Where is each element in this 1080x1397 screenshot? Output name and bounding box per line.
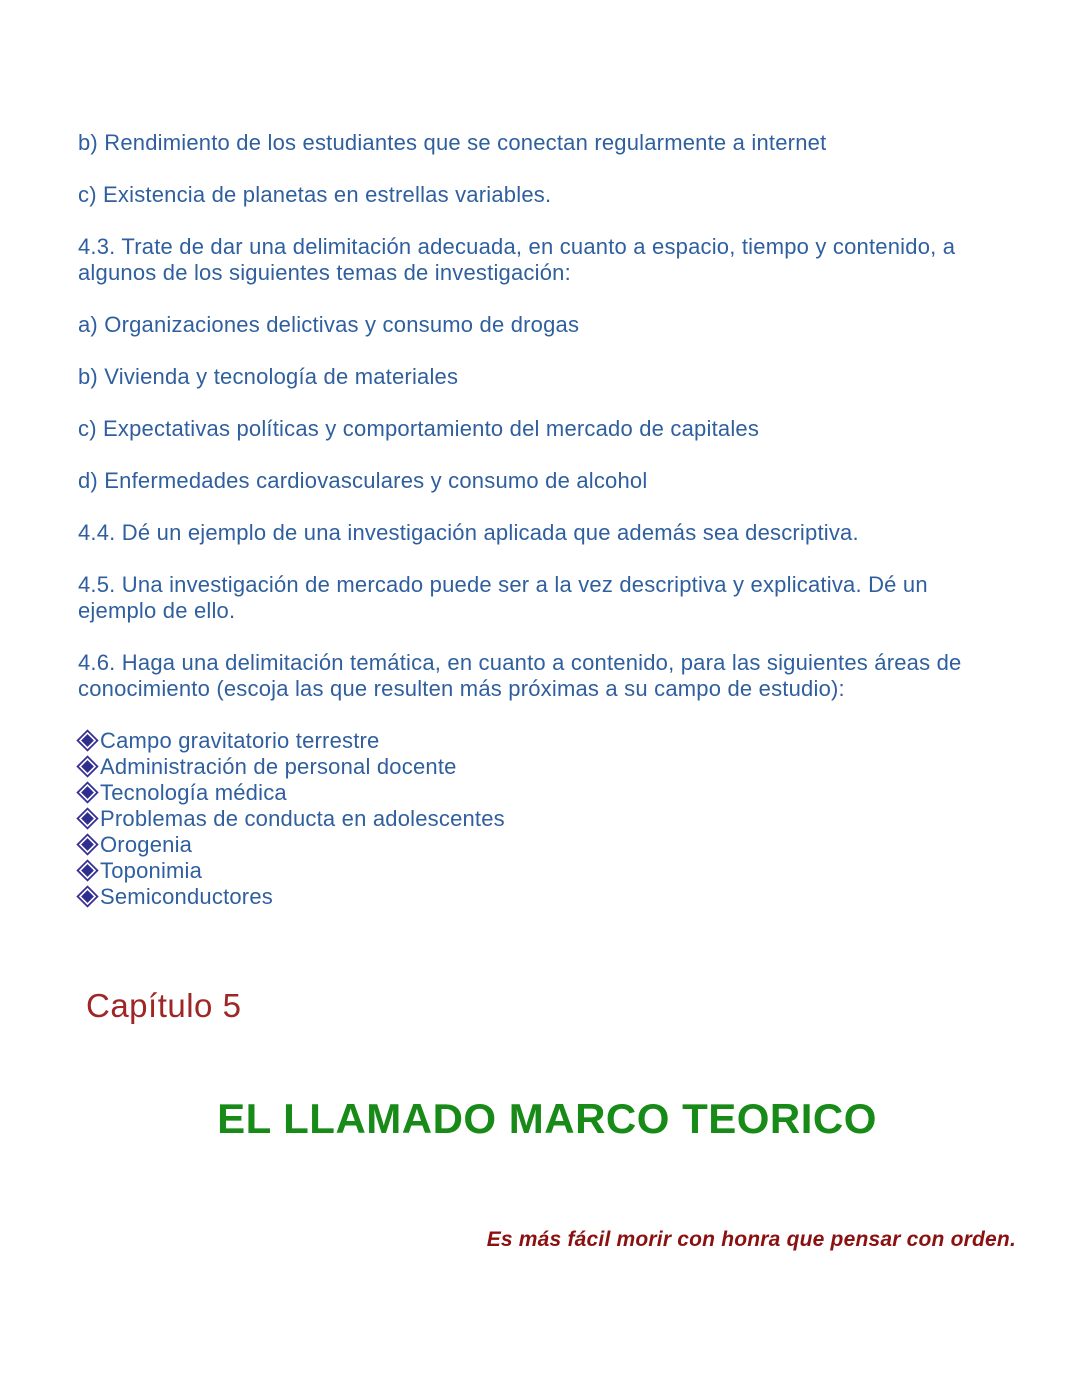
list-item (78, 780, 1016, 806)
list-item-label: Semiconductores (100, 884, 273, 909)
paragraph-line: 4.5. Una investigación de mercado puede ser a la vez descriptiva y explicativa. Dé un (78, 572, 928, 597)
paragraph (78, 312, 1016, 338)
paragraph (78, 234, 1016, 286)
paragraph-line: b) Rendimiento de los estudiantes que se conectan regularmente a internet (78, 130, 827, 155)
list-item (78, 858, 1016, 884)
diamond-bullet-icon (81, 864, 94, 877)
paragraph-line: ejemplo de ello. (78, 598, 236, 623)
paragraph-line: b) Vivienda y tecnología de materiales (78, 364, 459, 389)
diamond-bullet-icon (81, 734, 94, 747)
diamond-bullet-icon (81, 812, 94, 825)
paragraph-line: 4.6. Haga una delimitación temática, en cuanto a contenido, para las siguientes áreas de (78, 650, 962, 675)
diamond-bullet-icon (81, 890, 94, 903)
epigraph-quote: Es más fácil morir con honra que pensar con orden. (486, 1228, 1016, 1251)
paragraph (78, 182, 1016, 208)
paragraph-line: c) Expectativas políticas y comportamiento del mercado de capitales (78, 416, 760, 441)
list-item-label: Campo gravitatorio terrestre (100, 728, 380, 753)
paragraph (78, 364, 1016, 390)
topic-list (78, 728, 1016, 910)
list-item (78, 806, 1016, 832)
list-item-label: Toponimia (100, 858, 203, 883)
list-item (78, 884, 1016, 910)
diamond-bullet-icon (81, 838, 94, 851)
diamond-bullet-icon (81, 786, 94, 799)
chapter-number: Capítulo 5 (86, 987, 242, 1024)
paragraph (78, 416, 1016, 442)
paragraph-line: 4.3. Trate de dar una delimitación adecuada, en cuanto a espacio, tiempo y contenido, a (78, 234, 956, 259)
paragraph-line: conocimiento (escoja las que resulten más próximas a su campo de estudio): (78, 676, 845, 701)
paragraph-line: 4.4. Dé un ejemplo de una investigación aplicada que además sea descriptiva. (78, 520, 859, 545)
paragraph-line: c) Existencia de planetas en estrellas variables. (78, 182, 552, 207)
paragraph (78, 468, 1016, 494)
list-item-label: Problemas de conducta en adolescentes (100, 806, 505, 831)
chapter-title: EL LLAMADO MARCO TEORICO (217, 1095, 877, 1142)
list-item-label: Administración de personal docente (100, 754, 457, 779)
paragraph (78, 130, 1016, 156)
paragraph (78, 650, 1016, 702)
list-item-label: Orogenia (100, 832, 193, 857)
list-item (78, 728, 1016, 754)
paragraph-line: a) Organizaciones delictivas y consumo de drogas (78, 312, 580, 337)
list-item (78, 832, 1016, 858)
diamond-bullet-icon (81, 760, 94, 773)
paragraph-line: algunos de los siguientes temas de investigación: (78, 260, 571, 285)
paragraph (78, 520, 1016, 546)
paragraph-line: d) Enfermedades cardiovasculares y consumo de alcohol (78, 468, 648, 493)
paragraph (78, 572, 1016, 624)
list-item-label: Tecnología médica (100, 780, 287, 805)
list-item (78, 754, 1016, 780)
